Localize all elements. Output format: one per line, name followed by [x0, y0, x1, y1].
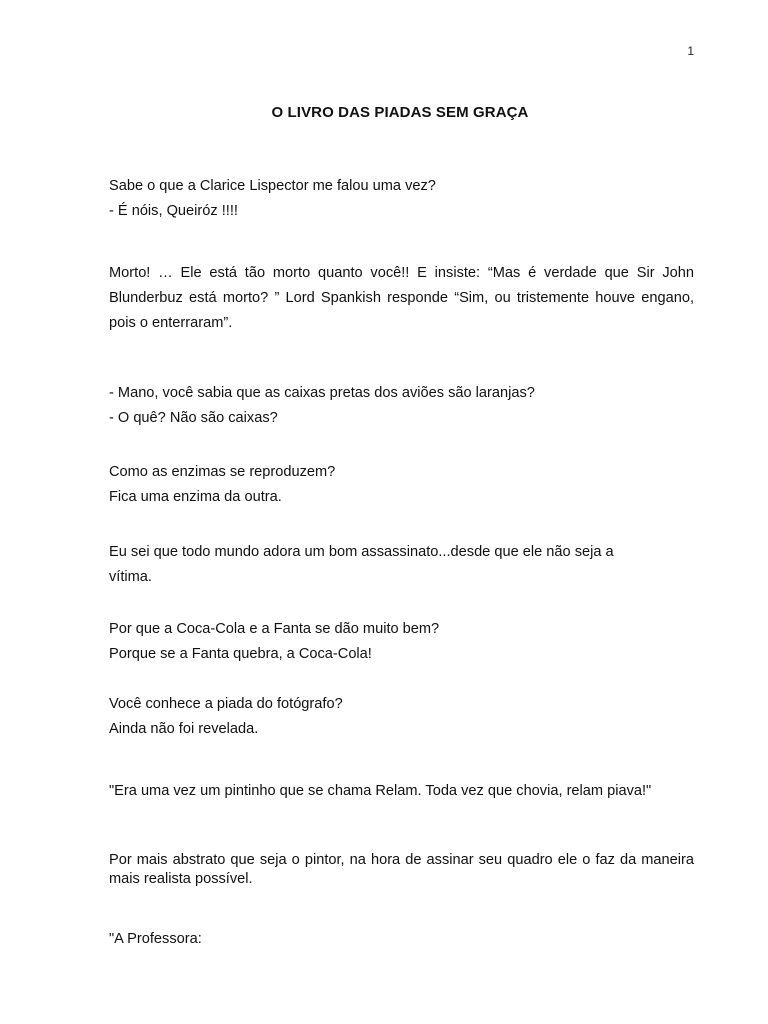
- joke-line: Como as enzimas se reproduzem?: [109, 464, 336, 480]
- joke-line: - O quê? Não são caixas?: [109, 410, 278, 426]
- joke-assassinato: [109, 540, 694, 590]
- joke-pintor: Por mais abstrato que seja o pintor, na hora de assinar seu quadro ele o faz da maneira mais realista possível.: [109, 852, 694, 887]
- joke-morto: Morto! … Ele está tão morto quanto você!! E insiste: “Mas é verdade que Sir John Blunderbuz está morto? ” Lord Spankish responde “Sim, ou tristemente houve engano, pois o enterraram”.: [109, 265, 694, 331]
- joke-line: - Mano, você sabia que as caixas pretas dos aviões são laranjas?: [109, 385, 535, 401]
- joke-line: Ainda não foi revelada.: [109, 721, 259, 737]
- joke-fotografo: [109, 692, 694, 742]
- joke-pintinho: "Era uma vez um pintinho que se chama Relam. Toda vez que chovia, relam piava!": [109, 783, 652, 799]
- joke-line: Fica uma enzima da outra.: [109, 489, 282, 505]
- joke-enzimas: [109, 460, 694, 510]
- joke-professora: "A Professora:: [109, 931, 202, 947]
- joke-line: Porque se a Fanta quebra, a Coca-Cola!: [109, 646, 372, 662]
- joke-coca-cola: [109, 617, 694, 667]
- document-title: O LIVRO DAS PIADAS SEM GRAÇA: [271, 104, 529, 121]
- page-number: 1: [687, 44, 694, 58]
- joke-clarice: [109, 174, 694, 224]
- joke-line: vítima.: [109, 569, 152, 585]
- joke-line: Sabe o que a Clarice Lispector me falou uma vez?: [109, 178, 436, 194]
- joke-line: Eu sei que todo mundo adora um bom assassinato...desde que ele não seja a: [109, 544, 614, 560]
- joke-caixas-pretas: [109, 381, 694, 431]
- joke-line: Por que a Coca-Cola e a Fanta se dão muito bem?: [109, 621, 440, 637]
- joke-line: - É nóis, Queiróz !!!!: [109, 203, 238, 219]
- joke-line: Você conhece a piada do fotógrafo?: [109, 696, 343, 712]
